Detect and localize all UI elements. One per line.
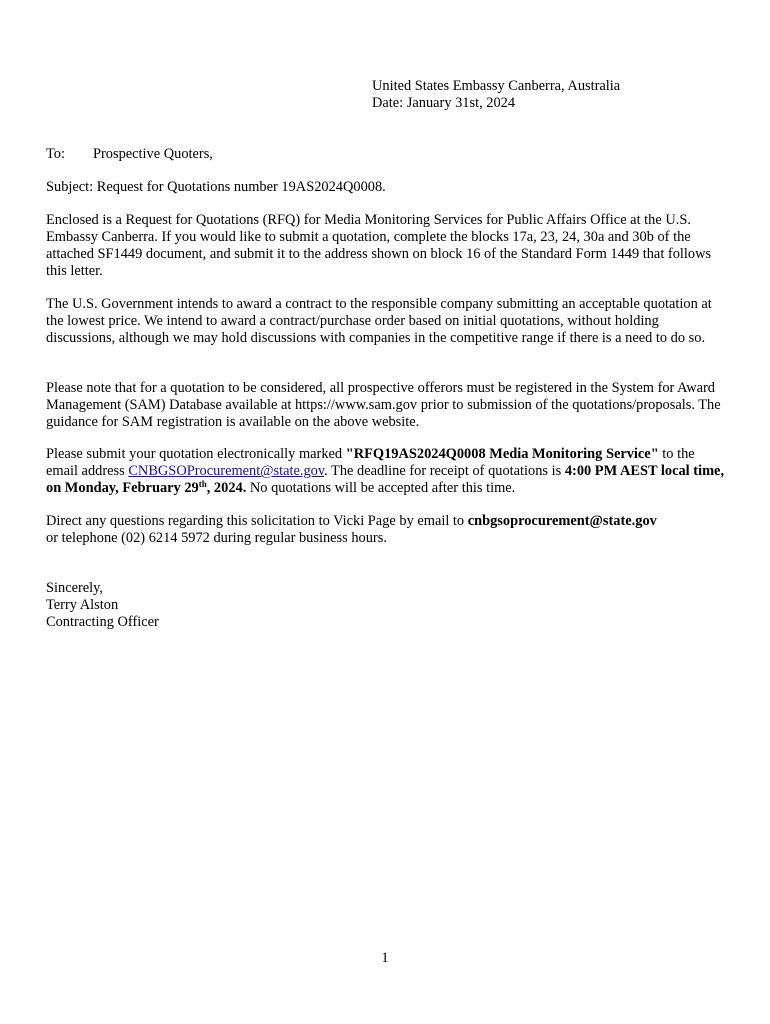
paragraph-questions: [46, 513, 728, 547]
submission-text: No quotations will be accepted after this time.: [246, 480, 516, 496]
questions-text: or telephone (02) 6214 5972 during regular business hours.: [46, 530, 387, 546]
deadline-ordinal: th: [198, 479, 207, 489]
deadline-year: , 2024.: [206, 480, 247, 496]
letter-header: [372, 78, 620, 112]
paragraph-enclosure: Enclosed is a Request for Quotations (RFQ) for Media Monitoring Services for Public Affairs Office at the U.S. Embassy Canberra. If you would like to submit a quotation, complete the blocks 17a, 23, 24, 30a and 30b of the attached SF1449 document, and submit it to the address shown on block 16 of the Standard Form 1449 that follows this letter.: [46, 212, 712, 279]
subject-line: Subject: Request for Quotations number 19AS2024Q0008.: [46, 179, 386, 195]
letter-closing: [46, 580, 159, 631]
submission-text: . The deadline for receipt of quotations is: [324, 463, 565, 479]
paragraph-submission: [46, 446, 728, 497]
submission-text: to the email address: [46, 446, 695, 479]
deadline-date: 4:00 PM AEST local time, on Monday, February 29: [46, 463, 725, 496]
page-number: 1: [381, 950, 389, 966]
rfq-marking: "RFQ19AS2024Q0008 Media Monitoring Service": [345, 446, 659, 462]
signer-name: Terry Alston: [46, 597, 119, 613]
paragraph-sam-registration: Please note that for a quotation to be considered, all prospective offerors must be registered in the System for Award Management (SAM) Database available at https://www.sam.gov prior to submission of the quotations/proposals. The guidance for SAM registration is available on the above website.: [46, 380, 721, 430]
signer-title: Contracting Officer: [46, 614, 159, 630]
contact-email: cnbgsoprocurement@state.gov: [467, 513, 657, 529]
submission-text: Please submit your quotation electronically marked: [46, 446, 346, 462]
paragraph-award: The U.S. Government intends to award a contract to the responsible company submitting an acceptable quotation at the lowest price. We intend to award a contract/purchase order based on initial quotations, without holding discussions, although we may hold discussions with companies in the competitive range if there is a need to do so.: [46, 296, 712, 346]
embassy-location: United States Embassy Canberra, Australia: [372, 78, 621, 94]
recipient-line: [46, 146, 213, 163]
procurement-email-link[interactable]: CNBGSOProcurement@state.gov: [128, 463, 325, 479]
to-label: To:: [46, 146, 65, 162]
letter-date: Date: January 31st, 2024: [372, 95, 516, 111]
questions-text: Direct any questions regarding this solicitation to Vicki Page by email to: [46, 513, 468, 529]
recipient: Prospective Quoters,: [93, 146, 213, 162]
salutation: Sincerely,: [46, 580, 104, 596]
